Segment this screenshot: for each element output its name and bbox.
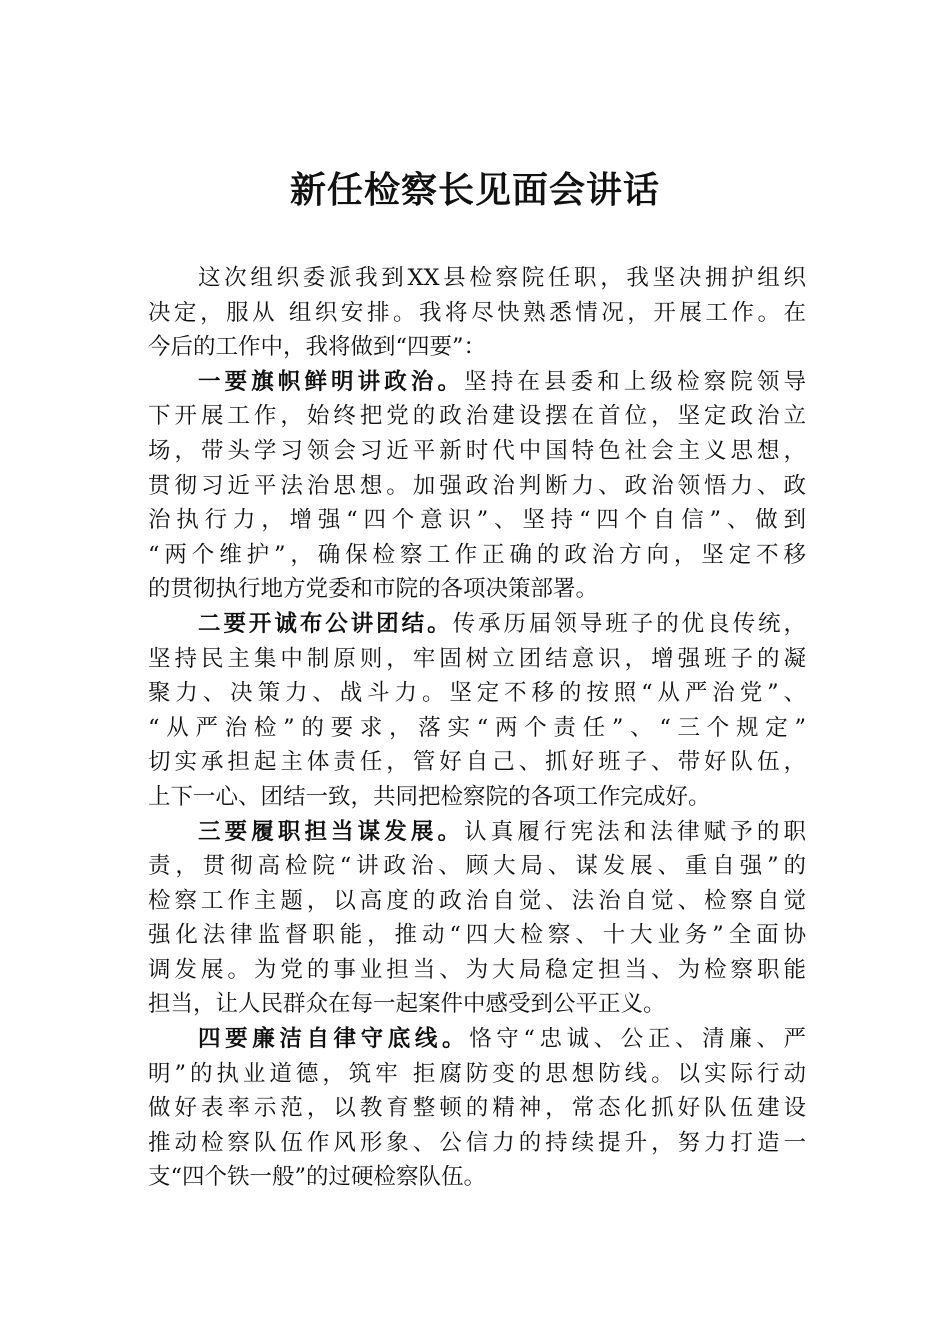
text-line — [148, 503, 806, 538]
line-text: 传承历届领导班子的优良传统， — [452, 610, 806, 637]
line-text: 决定，服从 组织安排。我将尽快熟悉情况，开展工作。在 — [148, 299, 806, 326]
line-text: 坚持在县委和上级检察院领导 — [464, 368, 806, 395]
line-text: 认真履行宪法和法律赋予的职 — [464, 818, 806, 845]
text-line — [148, 745, 806, 780]
line-text: 明”的执业道德，筑牢 拒腐防变的思想防线。以实际行动 — [148, 1060, 806, 1087]
line-text: 这次组织委派我到XX县检察院任职，我坚决拥护组织 — [198, 265, 806, 291]
document-body — [148, 261, 806, 1195]
line-text: 今后的工作中，我将做到“四要”： — [148, 334, 487, 361]
text-line — [148, 261, 806, 296]
text-line — [148, 365, 806, 400]
text-line — [148, 953, 806, 988]
document-title: 新任检察长见面会讲话 — [289, 169, 660, 211]
text-line — [148, 469, 806, 504]
line-text: 恪守“忠诚、公正、清廉、严 — [469, 1026, 806, 1053]
paragraph-heading: 一要旗帜鲜明讲政治。 — [198, 368, 465, 395]
line-text: 责，贯彻高检院“讲政治、顾大局、谋发展、重自强”的 — [148, 853, 806, 880]
text-line — [148, 1022, 806, 1057]
text-line — [148, 1057, 806, 1092]
line-text: 切实承担起主体责任，管好自己、抓好班子、带好队伍， — [148, 749, 806, 776]
text-line — [148, 296, 806, 331]
line-text: 下开展工作，始终把党的政治建设摆在首位，坚定政治立 — [148, 403, 806, 430]
line-text: 调发展。为党的事业担当、为大局稳定担当、为检察职能 — [148, 956, 806, 983]
line-text: 检察工作主题，以高度的政治自觉、法治自觉、检察自觉 — [148, 887, 806, 914]
paragraph-heading: 三要履职担当谋发展。 — [198, 818, 465, 845]
text-line — [148, 987, 806, 1022]
text-line — [148, 572, 806, 607]
text-line — [148, 642, 806, 677]
line-text: “两个维护”，确保检察工作正确的政治方向，坚定不移 — [148, 541, 806, 568]
paragraph — [148, 261, 806, 365]
text-line — [148, 1160, 806, 1195]
line-text: 担当，让人民群众在每一起案件中感受到公平正义。 — [148, 991, 666, 1018]
paragraph — [148, 815, 806, 1023]
text-line — [148, 780, 806, 815]
line-text: 坚持民主集中制原则，牢固树立团结意识，增强班子的凝 — [148, 645, 806, 672]
line-text: 贯彻习近平法治思想。加强政治判断力、政治领悟力、政 — [148, 472, 806, 499]
line-text: 支“四个铁一般”的过硬检察队伍。 — [148, 1164, 487, 1191]
line-text: 上下一心、团结一致，共同把检察院的各项工作完成好。 — [148, 783, 711, 810]
text-line — [148, 815, 806, 850]
text-line — [148, 1126, 806, 1161]
paragraph — [148, 1022, 806, 1195]
line-text: 聚力、决策力、战斗力。坚定不移的按照“从严治党”、 — [148, 680, 806, 707]
paragraph — [148, 607, 806, 815]
paragraph-heading: 四要廉洁自律守底线。 — [198, 1026, 470, 1053]
paragraph-heading: 二要开诚布公讲团结。 — [198, 610, 453, 637]
text-line — [148, 330, 806, 365]
text-line — [148, 884, 806, 919]
line-text: 强化法律监督职能，推动“四大检察、十大业务”全面协 — [148, 922, 806, 949]
line-text: 场，带头学习领会习近平新时代中国特色社会主义思想， — [148, 437, 806, 464]
text-line — [148, 607, 806, 642]
text-line — [148, 711, 806, 746]
text-line — [148, 538, 806, 573]
paragraph — [148, 365, 806, 607]
line-text: “从严治检”的要求，落实“两个责任”、“三个规定” — [148, 714, 806, 741]
text-line — [148, 676, 806, 711]
text-line — [148, 399, 806, 434]
text-line — [148, 434, 806, 469]
line-text: 治执行力，增强“四个意识”、坚持“四个自信”、做到 — [148, 507, 806, 534]
line-text: 推动检察队伍作风形象、公信力的持续提升，努力打造一 — [148, 1129, 806, 1156]
line-text: 做好表率示范，以教育整顿的精神，常态化抓好队伍建设 — [148, 1095, 806, 1122]
text-line — [148, 849, 806, 884]
line-text: 的贯彻执行地方党委和市院的各项决策部署。 — [148, 576, 599, 603]
text-line — [148, 1091, 806, 1126]
text-line — [148, 918, 806, 953]
